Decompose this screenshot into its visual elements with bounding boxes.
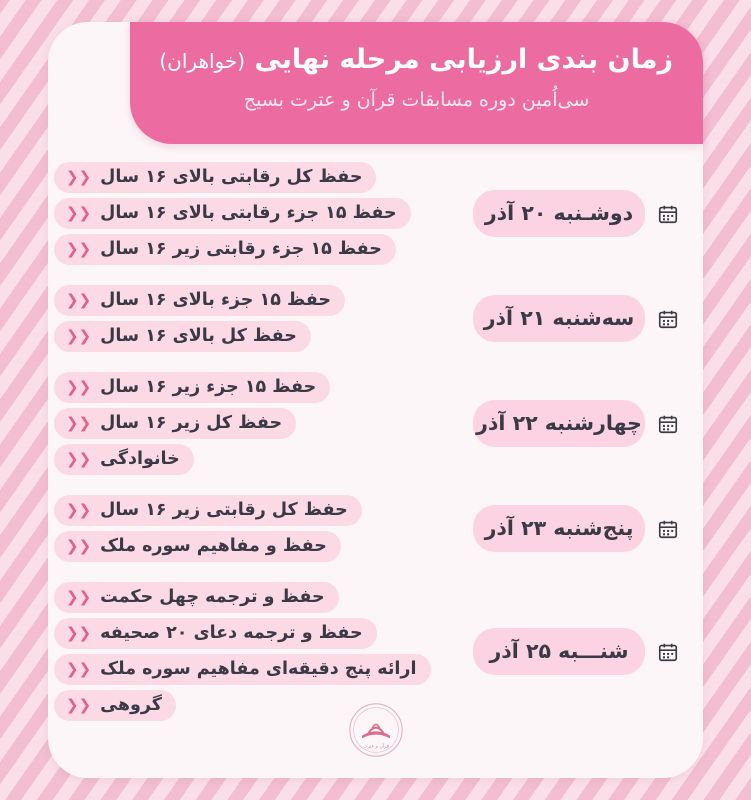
calendar-icon [651,413,685,435]
page-title [160,40,673,81]
organization-logo [346,700,406,760]
event-item [54,198,411,229]
event-label: حفظ ۱۵ جزء رقابتی زیر ۱۶ سال [100,239,382,259]
event-list [48,372,459,475]
event-item [54,285,345,316]
event-label: حفظ و ترجمه چهل حکمت [100,587,325,607]
page-subtitle: سی‌اُمین دوره مسابقات قرآن و عترت بسیج [243,88,590,111]
chevron-left-icon: ❮❮ [66,695,92,714]
event-label: حفظ ۱۵ جزء رقابتی بالای ۱۶ سال [100,203,397,223]
row-spacer [48,271,703,285]
chevron-left-icon: ❮❮ [66,167,92,186]
chevron-left-icon: ❮❮ [66,659,92,678]
schedule-list [48,162,703,727]
event-item [54,531,341,562]
calendar-icon [651,518,685,540]
schedule-row [48,285,703,352]
calendar-icon [651,308,685,330]
event-item [54,618,377,649]
event-item [54,372,330,403]
chevron-left-icon: ❮❮ [66,326,92,345]
schedule-row [48,495,703,562]
schedule-row [48,162,703,265]
event-label: حفظ و ترجمه دعای ۲۰ صحیفه [100,623,363,643]
event-label: گروهی [100,695,162,715]
chevron-left-icon: ❮❮ [66,413,92,432]
event-label: ارائه پنج دقیقه‌ای مفاهیم سوره ملک [100,659,417,679]
chevron-left-icon: ❮❮ [66,449,92,468]
date-pill: شنـــبه ۲۵ آذر [473,628,645,675]
event-item [54,654,431,685]
chevron-left-icon: ❮❮ [66,623,92,642]
page-title-paren: (خواهران) [159,49,246,73]
chevron-left-icon: ❮❮ [66,239,92,258]
chevron-left-icon: ❮❮ [66,377,92,396]
event-label: خانوادگی [100,449,180,469]
date-pill: سه‌شنبه ۲۱ آذر [473,295,645,342]
event-list [48,162,459,265]
content-card [48,22,703,778]
event-label: حفظ کل بالای ۱۶ سال [100,326,297,346]
event-label: حفظ کل زیر ۱۶ سال [100,413,283,433]
calendar-icon [651,641,685,663]
event-label: حفظ ۱۵ جزء بالای ۱۶ سال [100,290,331,310]
schedule-row [48,372,703,475]
event-item [54,162,376,193]
event-item [54,582,339,613]
event-item [54,408,296,439]
poster-header [130,22,703,144]
row-spacer [48,481,703,495]
chevron-left-icon: ❮❮ [66,203,92,222]
row-spacer [48,568,703,582]
event-item [54,495,362,526]
page-title-main: زمان بندی ارزیابی مرحله نهایی [254,44,673,75]
event-item [54,234,396,265]
event-label: حفظ کل رقابتی بالای ۱۶ سال [100,167,363,187]
svg-text:قرآن و عترت: قرآن و عترت [362,744,389,750]
event-label: حفظ ۱۵ جزء زیر ۱۶ سال [100,377,317,397]
date-pill: دوشـنبه ۲۰ آذر [473,190,645,237]
event-item [54,444,194,475]
event-item [54,321,311,352]
calendar-icon [651,203,685,225]
event-list [48,495,459,562]
event-item [54,690,176,721]
event-list [48,285,459,352]
event-label: حفظ کل رقابتی زیر ۱۶ سال [100,500,348,520]
date-pill: پنج‌شنبه ۲۳ آذر [473,505,645,552]
chevron-left-icon: ❮❮ [66,536,92,555]
row-spacer [48,358,703,372]
event-label: حفظ و مفاهیم سوره ملک [100,536,327,556]
chevron-left-icon: ❮❮ [66,290,92,309]
date-pill: چهارشنبه ۲۲ آذر [473,400,645,447]
chevron-left-icon: ❮❮ [66,587,92,606]
chevron-left-icon: ❮❮ [66,500,92,519]
